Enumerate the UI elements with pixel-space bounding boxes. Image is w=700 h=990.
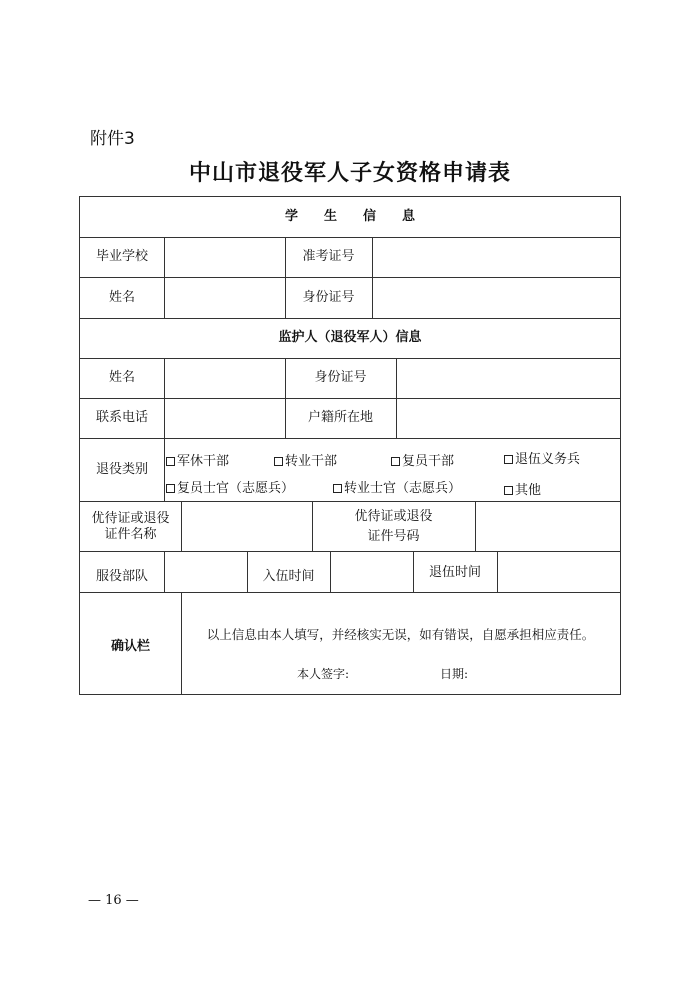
- row-divider: [80, 592, 620, 593]
- student-name-input[interactable]: [165, 278, 284, 317]
- date-label: 日期:: [440, 667, 469, 681]
- guardian-name-input[interactable]: [165, 359, 284, 397]
- category-option-transferred-cadre[interactable]: 转业干部: [274, 454, 337, 470]
- category-label: 退役类别: [95, 462, 148, 477]
- guardian-name-label: 姓名: [108, 370, 135, 385]
- student-section-header: 学 生 信 息: [284, 209, 415, 224]
- attachment-label: 附件3: [90, 129, 135, 149]
- student-id-input[interactable]: [373, 278, 619, 317]
- cert-name-input[interactable]: [182, 502, 311, 550]
- phone-input[interactable]: [165, 399, 284, 437]
- category-option-demobilized-cadre[interactable]: 复员干部: [391, 454, 454, 470]
- household-label: 户籍所在地: [307, 410, 373, 425]
- discharge-input[interactable]: [498, 552, 619, 591]
- category-option-other[interactable]: 其他: [504, 483, 541, 499]
- page-number: — 16 —: [88, 893, 139, 908]
- guardian-id-input[interactable]: [397, 359, 619, 397]
- col-divider: [181, 592, 182, 694]
- checkbox-icon: [166, 457, 175, 466]
- student-name-label: 姓名: [108, 290, 135, 305]
- checkbox-icon: [504, 486, 513, 495]
- cert-name-label: 优待证或退役 证件名称: [91, 511, 170, 542]
- checkbox-icon: [333, 484, 342, 493]
- category-option-transferred-nco[interactable]: 转业士官（志愿兵）: [333, 481, 461, 497]
- exam-no-label: 准考证号: [302, 249, 355, 264]
- school-label: 毕业学校: [95, 249, 148, 264]
- phone-label: 联系电话: [95, 410, 148, 425]
- exam-no-input[interactable]: [373, 238, 619, 276]
- row-divider: [80, 318, 620, 319]
- category-option-demobilized-nco[interactable]: 复员士官（志愿兵）: [166, 481, 294, 497]
- enlist-input[interactable]: [331, 552, 412, 591]
- discharge-label: 退伍时间: [428, 565, 481, 580]
- checkbox-icon: [166, 484, 175, 493]
- school-input[interactable]: [165, 238, 284, 276]
- enlist-label: 入伍时间: [262, 569, 315, 584]
- category-option-military-retired-cadre[interactable]: 军休干部: [166, 454, 229, 470]
- unit-label: 服役部队: [95, 569, 148, 584]
- checkbox-icon: [504, 455, 513, 464]
- confirm-label: 确认栏: [110, 639, 150, 654]
- guardian-id-label: 身份证号: [314, 370, 367, 385]
- application-form-table: [79, 196, 621, 695]
- confirm-statement: 以上信息由本人填写，并经核实无误，如有错误，自愿承担相应责任。: [206, 627, 595, 642]
- cert-no-input[interactable]: [476, 502, 619, 550]
- category-option-discharged-conscript[interactable]: 退伍义务兵: [504, 452, 580, 468]
- student-id-label: 身份证号: [302, 290, 355, 305]
- cert-no-label: 优待证或退役 证件号码: [354, 509, 433, 544]
- form-title: 中山市退役军人子女资格申请表: [188, 161, 511, 186]
- checkbox-icon: [391, 457, 400, 466]
- checkbox-icon: [274, 457, 283, 466]
- signature-label: 本人签字:: [297, 667, 350, 681]
- unit-input[interactable]: [165, 552, 246, 591]
- signature-input[interactable]: [355, 662, 435, 684]
- household-input[interactable]: [397, 399, 619, 437]
- row-divider: [80, 438, 620, 439]
- date-input[interactable]: [475, 662, 575, 684]
- guardian-section-header: 监护人（退役军人）信息: [278, 330, 422, 345]
